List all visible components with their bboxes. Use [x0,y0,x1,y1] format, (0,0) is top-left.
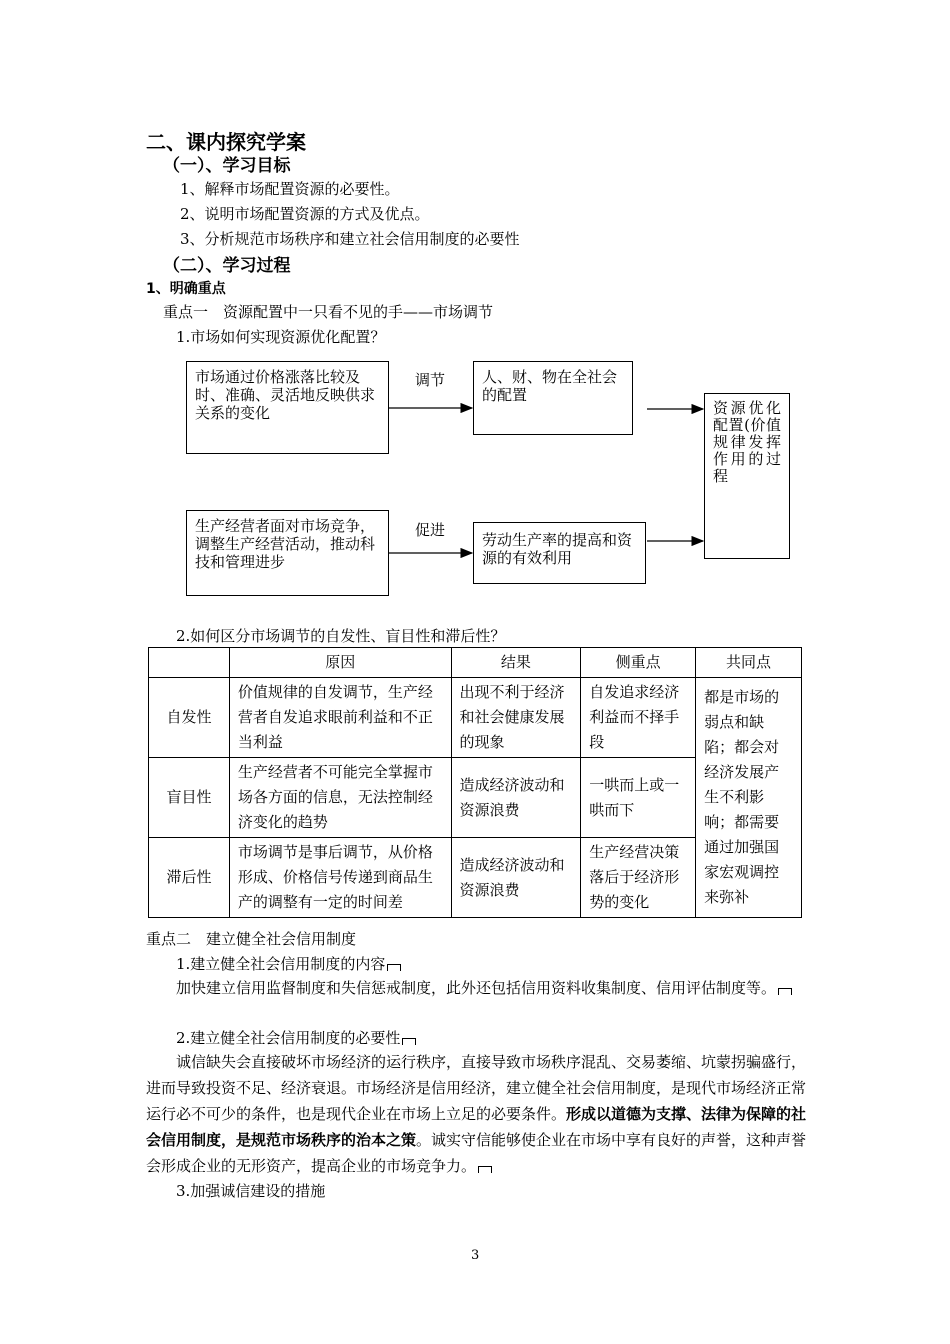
goals-title: （一）、学习目标 [163,156,291,176]
label-regulate: 调节 [415,371,446,389]
header-cell: 原因 [229,648,451,678]
necessity-paragraph [146,1049,808,1179]
row-cause: 市场调节是事后调节，从价格形成、价格信号传递到商品生产的调整有一定的时间差 [229,838,451,918]
row-result: 造成经济波动和资源浪费 [451,758,581,838]
necessity-text-end: 。诚实守信能够使企业在市场中享有良好的声誉，这种声誉会形成企业的无形资产，提高企业的市场竞争力。 [146,1131,807,1175]
comparison-table [148,647,802,918]
table-header-row [149,648,802,678]
content-title [176,953,401,974]
process-title: （二）、学习过程 [163,256,291,276]
header-cell [149,648,230,678]
header-cell: 结果 [451,648,581,678]
row-result: 造成经济波动和资源浪费 [451,838,581,918]
row-name: 盲目性 [149,758,230,838]
question-1: 1.市场如何实现资源优化配置？ [176,328,386,346]
box-productivity: 劳动生产率的提高和资源的有效利用 [473,522,646,584]
content-paragraph [146,975,808,1001]
necessity-emphasis: 形成以道德为支撑、法律为保障的社会信用制度，是规范市场秩序的治本之策 [146,1105,807,1149]
row-focus: 自发追求经济利益而不择手段 [581,678,696,758]
focus1-title: 重点一 资源配置中一只看不见的手——市场调节 [163,303,494,321]
blank-mark [402,1038,416,1045]
goal-item: 3、分析规范市场秩序和建立社会信用制度的必要性 [180,230,520,248]
focus2-title: 重点二 建立健全社会信用制度 [146,930,357,948]
row-cause: 价值规律的自发调节，生产经营者自发追求眼前利益和不正当利益 [229,678,451,758]
necessity-title [176,1027,416,1048]
box-optimal-allocation: 资源优化配置(价值规律发挥作用的过程 [704,393,790,559]
common-points: 都是市场的弱点和缺陷；都会对经济发展产生不利影响；都需要通过加强国家宏观调控来弥补 [696,678,802,918]
question-2: 2.如何区分市场调节的自发性、盲目性和滞后性？ [176,627,506,645]
header-cell: 共同点 [696,648,802,678]
measures-title: 3.加强诚信建设的措施 [176,1182,326,1200]
content-title-text: 1.建立健全社会信用制度的内容 [176,955,386,973]
row-name: 自发性 [149,678,230,758]
necessity-text: 诚信缺失会直接破坏市场经济的运行秩序，直接导致市场秩序混乱、交易萎缩、坑蒙拐骗盛行，进而导致投资不足、经济衰退。市场经济是信用经济，建立健全社会信用制度，是现代市场经济正常运行必不可少的条件，也是现代企业在市场上立足的必要条件。 [146,1053,807,1123]
necessity-title-text: 2.建立健全社会信用制度的必要性 [176,1029,401,1047]
page-number: 3 [471,1248,480,1263]
row-result: 出现不利于经济和社会健康发展的现象 [451,678,581,758]
row-focus: 生产经营决策落后于经济形势的变化 [581,838,696,918]
box-allocation: 人、财、物在全社会的配置 [473,361,633,435]
blank-mark [478,1166,492,1173]
header-cell: 侧重点 [581,648,696,678]
blank-mark [778,988,792,995]
goal-item: 2、说明市场配置资源的方式及优点。 [180,205,430,223]
goal-item: 1、解释市场配置资源的必要性。 [180,180,400,198]
table-row [149,678,802,758]
row-name: 滞后性 [149,838,230,918]
row-focus: 一哄而上或一哄而下 [581,758,696,838]
content-text: 加快建立信用监督制度和失信惩戒制度，此外还包括信用资料收集制度、信用评估制度等。 [176,979,777,997]
row-cause: 生产经营者不可能完全掌握市场各方面的信息，无法控制经济变化的趋势 [229,758,451,838]
label-promote: 促进 [415,521,446,539]
focus-title: 1、明确重点 [146,281,226,297]
box-producer: 生产经营者面对市场竞争，调整生产经营活动，推动科技和管理进步 [186,510,389,596]
section-title: 二、课内探究学案 [146,130,306,154]
blank-mark [387,964,401,971]
box-price-mechanism: 市场通过价格涨落比较及时、准确、灵活地反映供求关系的变化 [186,361,389,454]
